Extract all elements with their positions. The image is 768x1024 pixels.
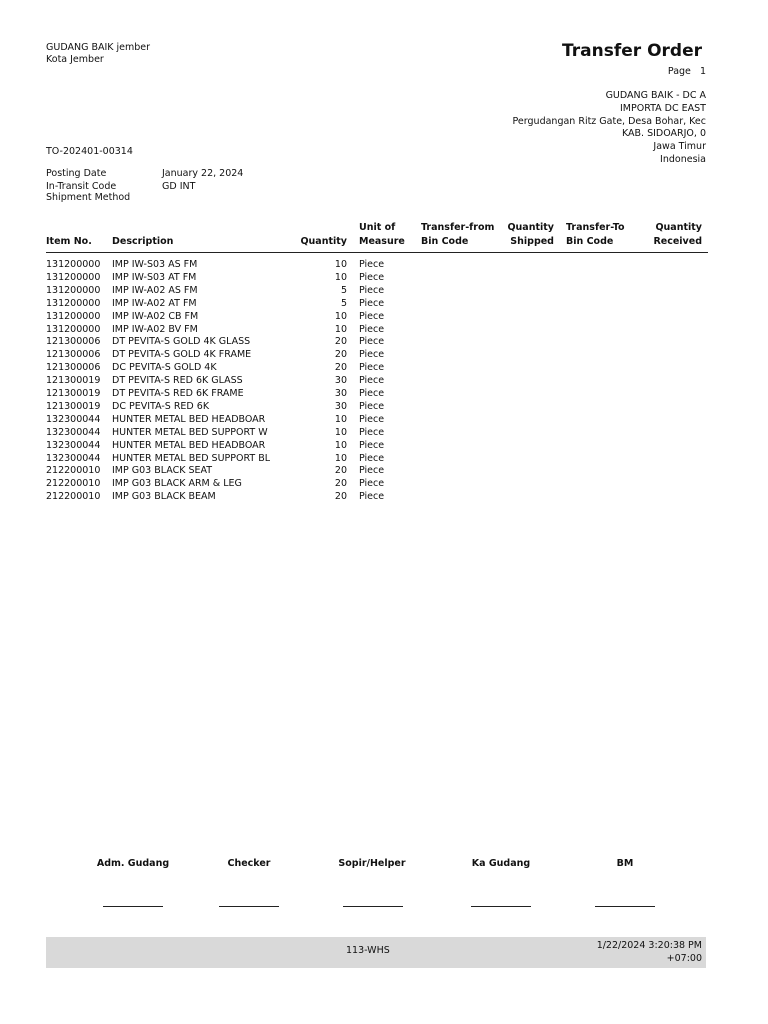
table-row (0, 491, 768, 504)
table-row (0, 362, 768, 375)
cell-item-no: 121300019 (46, 400, 101, 412)
shipment-method-label: Shipment Method (46, 192, 131, 203)
cell-description: IMP G03 BLACK ARM & LEG (112, 478, 242, 490)
signature-label-ka-gudang: Ka Gudang (471, 858, 531, 869)
cell-quantity: 30 (334, 375, 347, 387)
in-transit-label: In-Transit Code (46, 181, 117, 192)
signature-label-sopir-helper: Sopir/Helper (338, 858, 406, 869)
cell-unit-of-measure: Piece (359, 259, 385, 270)
cell-description: IMP G03 BLACK BEAM (112, 491, 216, 503)
cell-item-no: 212200010 (46, 491, 101, 503)
address-line: KAB. SIDOARJO, 0 (621, 128, 706, 140)
cell-quantity: 10 (334, 413, 347, 425)
cell-item-no: 132300044 (46, 426, 101, 438)
header-to-bin-2: Bin Code (566, 236, 614, 247)
signature-line (343, 898, 403, 907)
table-row (0, 285, 768, 298)
cell-unit-of-measure: Piece (359, 284, 385, 296)
address-line: Pergudangan Ritz Gate, Desa Bohar, Kec (512, 115, 706, 127)
signature-label-bm: BM (616, 858, 634, 869)
destination-address (513, 90, 706, 167)
cell-item-no: 212200010 (46, 478, 101, 490)
cell-item-no: 132300044 (46, 413, 101, 425)
cell-description: DT PEVITA-S RED 6K FRAME (112, 388, 244, 399)
cell-unit-of-measure: Piece (359, 362, 385, 374)
cell-unit-of-measure: Piece (359, 400, 385, 412)
header-divider (46, 252, 708, 253)
signature-line (219, 898, 279, 907)
cell-unit-of-measure: Piece (359, 323, 385, 335)
cell-description: IMP IW-S03 AT FM (112, 271, 197, 283)
cell-quantity: 10 (334, 323, 347, 335)
cell-quantity: 10 (334, 271, 347, 283)
cell-quantity: 10 (334, 310, 347, 322)
cell-quantity: 10 (334, 259, 347, 270)
cell-description: DC PEVITA-S RED 6K (112, 400, 210, 412)
cell-description: HUNTER METAL BED SUPPORT W (112, 426, 268, 438)
table-row (0, 336, 768, 349)
cell-description: IMP IW-A02 CB FM (112, 310, 199, 322)
cell-quantity: 5 (340, 284, 347, 296)
footer-bar (46, 937, 706, 968)
table-row (0, 440, 768, 453)
table-row (0, 298, 768, 311)
signature-line (471, 898, 531, 907)
cell-unit-of-measure: Piece (359, 336, 385, 348)
cell-item-no: 121300019 (46, 388, 101, 399)
cell-description: HUNTER METAL BED HEADBOAR (112, 413, 266, 425)
cell-unit-of-measure: Piece (359, 310, 385, 322)
table-row (0, 414, 768, 427)
cell-unit-of-measure: Piece (359, 491, 385, 503)
cell-description: DT PEVITA-S GOLD 4K FRAME (112, 349, 252, 361)
cell-item-no: 131200000 (46, 310, 101, 322)
cell-quantity: 20 (334, 478, 347, 490)
cell-item-no: 131200000 (46, 323, 101, 335)
cell-quantity: 10 (334, 426, 347, 438)
cell-description: HUNTER METAL BED SUPPORT BL (112, 452, 271, 464)
cell-description: IMP G03 BLACK SEAT (112, 465, 213, 477)
company-city: Kota Jember (46, 54, 104, 65)
cell-description: DC PEVITA-S GOLD 4K (112, 362, 217, 374)
cell-description: IMP IW-A02 BV FM (112, 323, 198, 335)
page-number: 1 (699, 66, 706, 77)
address-line: IMPORTA DC EAST (619, 102, 706, 114)
table-row (0, 465, 768, 478)
posting-date-value: January 22, 2024 (162, 168, 244, 179)
cell-quantity: 20 (334, 362, 347, 374)
cell-quantity: 30 (334, 388, 347, 399)
header-item-no: Item No. (46, 236, 92, 247)
posting-date-label: Posting Date (46, 168, 107, 179)
table-row (0, 324, 768, 337)
cell-quantity: 20 (334, 465, 347, 477)
cell-unit-of-measure: Piece (359, 349, 385, 361)
cell-unit-of-measure: Piece (359, 388, 385, 399)
table-row (0, 478, 768, 491)
header-uom-2: Measure (359, 236, 405, 247)
cell-item-no: 131200000 (46, 284, 101, 296)
cell-quantity: 20 (334, 491, 347, 503)
cell-unit-of-measure: Piece (359, 426, 385, 438)
header-qty-received-1: Quantity (655, 222, 702, 233)
cell-item-no: 132300044 (46, 452, 101, 464)
document-title: Transfer Order (562, 41, 702, 61)
table-row (0, 427, 768, 440)
header-uom-1: Unit of (359, 222, 396, 233)
footer-timezone: +07:00 (666, 953, 702, 964)
table-row (0, 453, 768, 466)
cell-quantity: 20 (334, 336, 347, 348)
signature-label-adm-gudang: Adm. Gudang (96, 858, 170, 869)
cell-quantity: 5 (340, 297, 347, 309)
cell-unit-of-measure: Piece (359, 465, 385, 477)
cell-unit-of-measure: Piece (359, 452, 385, 464)
cell-description: IMP IW-A02 AS FM (112, 284, 198, 296)
cell-description: DT PEVITA-S GOLD 4K GLASS (112, 336, 251, 348)
cell-item-no: 132300044 (46, 439, 101, 451)
cell-unit-of-measure: Piece (359, 413, 385, 425)
cell-item-no: 212200010 (46, 465, 101, 477)
signature-label-checker: Checker (227, 858, 271, 869)
address-line: Indonesia (660, 153, 706, 165)
signature-line (595, 898, 655, 907)
table-row (0, 259, 768, 272)
cell-item-no: 131200000 (46, 297, 101, 309)
cell-unit-of-measure: Piece (359, 271, 385, 283)
signature-line (103, 898, 163, 907)
page-indicator (668, 66, 706, 77)
address-line: Jawa Timur (653, 141, 706, 153)
cell-item-no: 121300006 (46, 362, 101, 374)
header-quantity: Quantity (300, 236, 347, 247)
document-number: TO-202401-00314 (46, 146, 133, 157)
cell-item-no: 121300019 (46, 375, 101, 387)
cell-description: IMP IW-S03 AS FM (112, 259, 198, 270)
cell-item-no: 131200000 (46, 259, 101, 270)
cell-item-no: 131200000 (46, 271, 101, 283)
cell-description: IMP IW-A02 AT FM (112, 297, 197, 309)
header-description: Description (112, 236, 174, 247)
cell-item-no: 121300006 (46, 336, 101, 348)
cell-unit-of-measure: Piece (359, 297, 385, 309)
cell-quantity: 10 (334, 452, 347, 464)
cell-quantity: 10 (334, 439, 347, 451)
header-qty-shipped-1: Quantity (507, 222, 554, 233)
footer-warehouse-code: 113-WHS (346, 945, 390, 956)
table-row (0, 388, 768, 401)
header-from-bin-2: Bin Code (421, 236, 469, 247)
cell-item-no: 121300006 (46, 349, 101, 361)
table-row (0, 401, 768, 414)
cell-quantity: 30 (334, 400, 347, 412)
footer-datetime: 1/22/2024 3:20:38 PM (596, 940, 702, 951)
header-from-bin-1: Transfer-from (421, 222, 495, 233)
header-qty-received-2: Received (653, 236, 702, 247)
header-qty-shipped-2: Shipped (510, 236, 554, 247)
cell-description: DT PEVITA-S RED 6K GLASS (112, 375, 243, 387)
table-row (0, 375, 768, 388)
cell-unit-of-measure: Piece (359, 375, 385, 387)
header-to-bin-1: Transfer-To (566, 222, 625, 233)
cell-quantity: 20 (334, 349, 347, 361)
address-line: GUDANG BAIK - DC A (605, 90, 706, 101)
cell-unit-of-measure: Piece (359, 439, 385, 451)
cell-unit-of-measure: Piece (359, 478, 385, 490)
table-row (0, 311, 768, 324)
cell-description: HUNTER METAL BED HEADBOAR (112, 439, 266, 451)
company-name: GUDANG BAIK jember (46, 42, 151, 53)
table-row (0, 349, 768, 362)
in-transit-value: GD INT (162, 181, 196, 192)
page-label: Page (667, 66, 691, 77)
table-row (0, 272, 768, 285)
